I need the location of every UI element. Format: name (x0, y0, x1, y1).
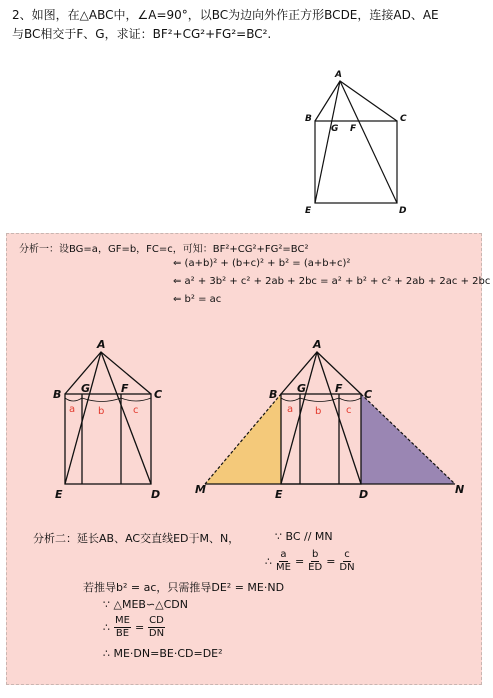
label-c: C (400, 114, 407, 124)
problem-line-1: 2、如图，在△ABC中，∠A=90°，以BC为边向外作正方形BCDE，连接AD、AE (12, 8, 439, 22)
analysis1-step2: ⇐ a² + 3b² + c² + 2ab + 2bc = a² + b² + c² + 2ab + 2ac + 2bc (173, 276, 491, 287)
right-label-m: M (195, 483, 206, 496)
therefore-1: ∴ (265, 555, 272, 568)
left-label-g: G (81, 382, 91, 395)
fraction-b-ed: $\frac{b}{ED}$ (308, 549, 323, 573)
left-label-b: B (53, 388, 62, 401)
fraction-me-be: $\frac{ME}{BE}$ (115, 615, 130, 639)
right-label-f: F (335, 382, 343, 395)
analysis1-step1: ⇐ (a+b)² + (b+c)² + b² = (a+b+c)² (173, 258, 351, 269)
label-e: E (305, 206, 312, 216)
fraction-a-me: $\frac{a}{ME}$ (276, 549, 291, 573)
label-g: G (331, 124, 339, 134)
left-label-c: C (154, 388, 163, 401)
label-a: A (335, 70, 342, 80)
left-figure (43, 336, 173, 506)
top-figure (300, 65, 420, 220)
ratio-line-1: ∴ $\frac{a}{ME}$ = $\frac{b}{ED}$ = $\frac{c}{DN}$ (265, 549, 355, 573)
analysis-panel (6, 233, 491, 685)
left-label-d: D (151, 488, 161, 501)
problem-line-2: 与BC相交于F、G，求证：BF²+CG²+FG²=BC². (12, 27, 272, 41)
right-label-e: E (275, 488, 283, 501)
right-seg-c: c (346, 405, 352, 416)
left-label-e: E (55, 488, 63, 501)
label-d: D (399, 206, 407, 216)
problem-statement (12, 6, 482, 44)
right-label-c: C (364, 388, 373, 401)
left-label-a: A (97, 338, 106, 351)
ratio-line-2: ∴ $\frac{ME}{BE}$ = $\frac{CD}{DN}$ (103, 615, 165, 639)
left-seg-b: b (98, 406, 105, 417)
left-seg-a: a (69, 404, 76, 415)
analysis1-head: 分析一：设BG=a，GF=b，FC=c，可知：BF²+CG²+FG²=BC² (19, 244, 309, 255)
analysis1-step3: ⇐ b² = ac (173, 294, 222, 305)
right-figure (193, 336, 483, 506)
right-label-d: D (359, 488, 369, 501)
right-label-g: G (297, 382, 307, 395)
fraction-c-dn: $\frac{c}{DN}$ (339, 549, 355, 573)
left-seg-c: c (133, 405, 139, 416)
analysis2-head: 分析二：延长AB、AC交直线ED于M、N， (33, 532, 240, 545)
fraction-cd-dn: $\frac{CD}{DN}$ (148, 615, 165, 639)
analysis2-parallel: ∵ BC // MN (275, 530, 333, 543)
therefore-2: ∴ (103, 621, 110, 634)
right-seg-b: b (315, 406, 322, 417)
right-label-b: B (269, 388, 278, 401)
analysis2-if-line: 若推导b² = ac，只需推导DE² = ME·ND (83, 581, 285, 594)
right-seg-a: a (287, 404, 294, 415)
left-label-f: F (121, 382, 129, 395)
analysis2-similar: ∵ △MEB∽△CDN (103, 598, 188, 611)
right-label-a: A (313, 338, 322, 351)
label-f: F (350, 124, 357, 134)
analysis2-conclusion: ∴ ME·DN=BE·CD=DE² (103, 647, 223, 660)
right-label-n: N (455, 483, 465, 496)
label-b: B (305, 114, 312, 124)
